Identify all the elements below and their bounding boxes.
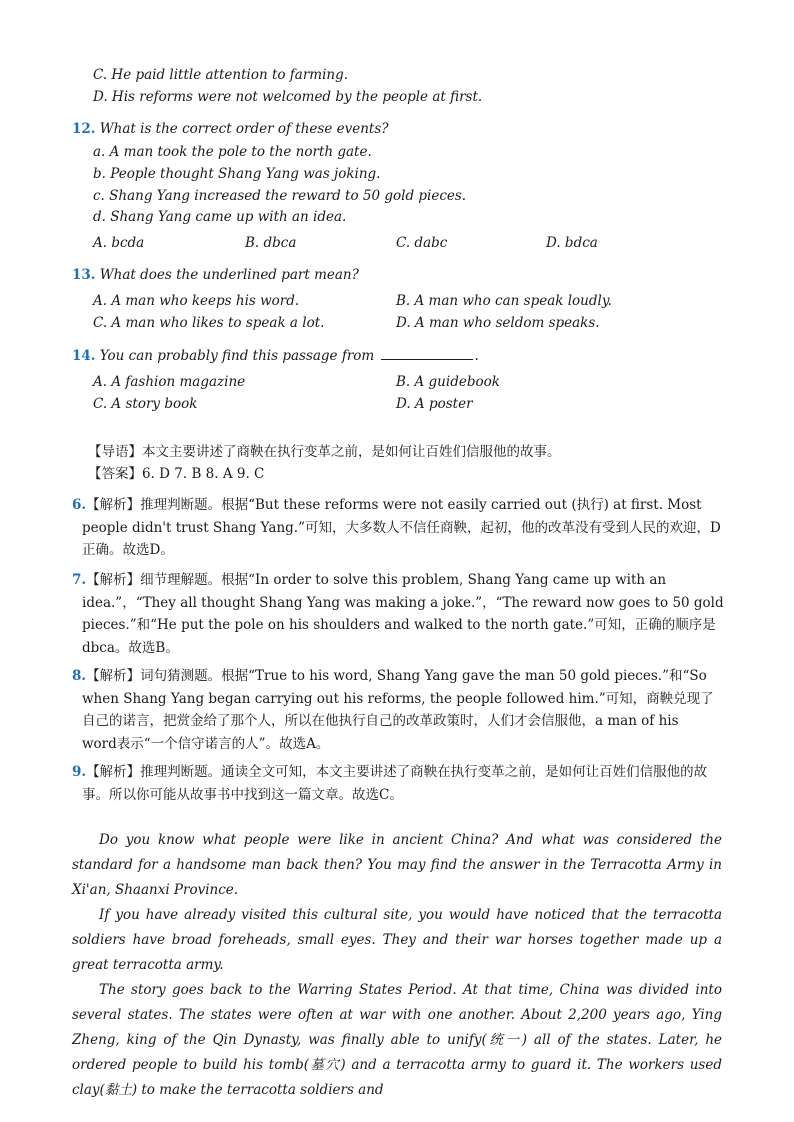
analysis-7-line-3: pieces.”和“He put the pole on his shoulders and walked to the north gate.”可知，正确的顺序是	[82, 617, 716, 633]
analysis-9-line-2: 事。所以你可能从故事书中找到这一篇文章。故选C。	[82, 786, 403, 803]
q11-option-d: D. His reforms were not welcomed by the people at first.	[93, 89, 483, 105]
analysis-6	[72, 494, 732, 562]
analysis-6-line-1: 【解析】推理判断题。根据“But these reforms were not easily carried out (执行) at first. Most	[86, 497, 702, 513]
q13-question	[72, 266, 359, 284]
analysis-7-line-4: dbca。故选B。	[82, 639, 179, 656]
passage-paragraph-3: The story goes back to the Warring States Period. At that time, China was divided into several states. The states were often at war with one another. About 2,200 years ago, Ying Zheng, king of the Qin Dynasty, was finally able to unify(统一) all of the states. Later, he ordered people to build his tomb(墓穴) and a terracotta army to guard it. The workers used clay(黏土) to make the terracotta soldiers and	[72, 982, 722, 1098]
q12-option-a: A. bcda	[93, 235, 145, 251]
q14-option-c: C. A story book	[93, 396, 198, 412]
passage-paragraph-2: If you have already visited this cultural site, you would have noticed that the terracotta soldiers have broad foreheads, small eyes. They and their war horses together made up a great terracotta army.	[72, 907, 722, 973]
analysis-7-number: 7.	[72, 572, 87, 588]
q12-event-b: b. People thought Shang Yang was joking.	[93, 166, 381, 182]
q14-answer-blank	[381, 347, 473, 360]
q13-option-a: A. A man who keeps his word.	[93, 293, 300, 309]
analysis-6-line-3: 正确。故选D。	[82, 542, 174, 558]
q12-option-c: C. dabc	[396, 235, 448, 251]
analysis-9	[72, 761, 732, 806]
q12-number: 12.	[72, 121, 96, 137]
analysis-8-line-3: 自己的诺言，把赏金给了那个人，所以在他执行自己的改革政策时，人们才会信服他，a man of his	[82, 713, 679, 729]
q12-event-c: c. Shang Yang increased the reward to 50 gold pieces.	[93, 188, 467, 204]
q12-question	[72, 120, 389, 138]
q12-event-d: d. Shang Yang came up with an idea.	[93, 209, 347, 225]
q14-option-d: D. A poster	[396, 396, 473, 412]
q12-event-a: a. A man took the pole to the north gate.	[93, 144, 372, 160]
guide-text: 【导语】本文主要讲述了商鞅在执行变革之前，是如何让百姓们信服他的故事。	[88, 444, 561, 460]
q14-number: 14.	[72, 348, 96, 364]
q14-option-b: B. A guidebook	[396, 374, 500, 390]
q13-option-d: D. A man who seldom speaks.	[396, 315, 600, 331]
analysis-6-number: 6.	[72, 497, 87, 513]
q14-question	[72, 347, 479, 365]
analysis-7-line-2: idea.”，“They all thought Shang Yang was making a joke.”，“The reward now goes to 50 gold	[82, 594, 724, 611]
answer-key: 【答案】6. D 7. B 8. A 9. C	[88, 466, 265, 482]
q13-stem: What does the underlined part mean?	[99, 267, 359, 283]
analysis-6-line-2: people didn't trust Shang Yang.”可知，大多数人不信任商鞅，起初，他的改革没有受到人民的欢迎，D	[82, 519, 721, 536]
q14-option-a: A. A fashion magazine	[93, 374, 246, 390]
q11-option-c: C. He paid little attention to farming.	[93, 67, 349, 83]
q14-stem: You can probably find this passage from	[99, 348, 375, 364]
analysis-8-line-1: 【解析】词句猜测题。根据“True to his word, Shang Yang gave the man 50 gold pieces.”和“So	[86, 668, 707, 684]
q13-number: 13.	[72, 267, 96, 283]
analysis-7	[72, 569, 732, 659]
q13-option-b: B. A man who can speak loudly.	[396, 293, 612, 309]
q14-end: .	[474, 348, 479, 364]
q12-stem: What is the correct order of these events?	[99, 121, 389, 137]
analysis-8	[72, 665, 732, 755]
analysis-7-line-1: 【解析】细节理解题。根据“In order to solve this problem, Shang Yang came up with an	[86, 572, 667, 588]
analysis-8-line-4: word表示“一个信守诺言的人”。故选A。	[82, 735, 330, 752]
analysis-8-number: 8.	[72, 668, 87, 684]
q13-option-c: C. A man who likes to speak a lot.	[93, 315, 325, 331]
q12-option-b: B. dbca	[245, 235, 297, 251]
analysis-9-line-1: 【解析】推理判断题。通读全文可知，本文主要讲述了商鞅在执行变革之前，是如何让百姓们信服他的故	[86, 764, 708, 780]
analysis-9-number: 9.	[72, 764, 87, 780]
reading-passage	[72, 828, 722, 1103]
passage-paragraph-1: Do you know what people were like in ancient China? And what was considered the standard for a handsome man back then? You may find the answer in the Terracotta Army in Xi'an, Shaanxi Province.	[72, 832, 722, 898]
q12-option-d: D. bdca	[546, 235, 598, 251]
analysis-8-line-2: when Shang Yang began carrying out his reforms, the people followed him.”可知，商鞅兑现了	[82, 690, 714, 707]
